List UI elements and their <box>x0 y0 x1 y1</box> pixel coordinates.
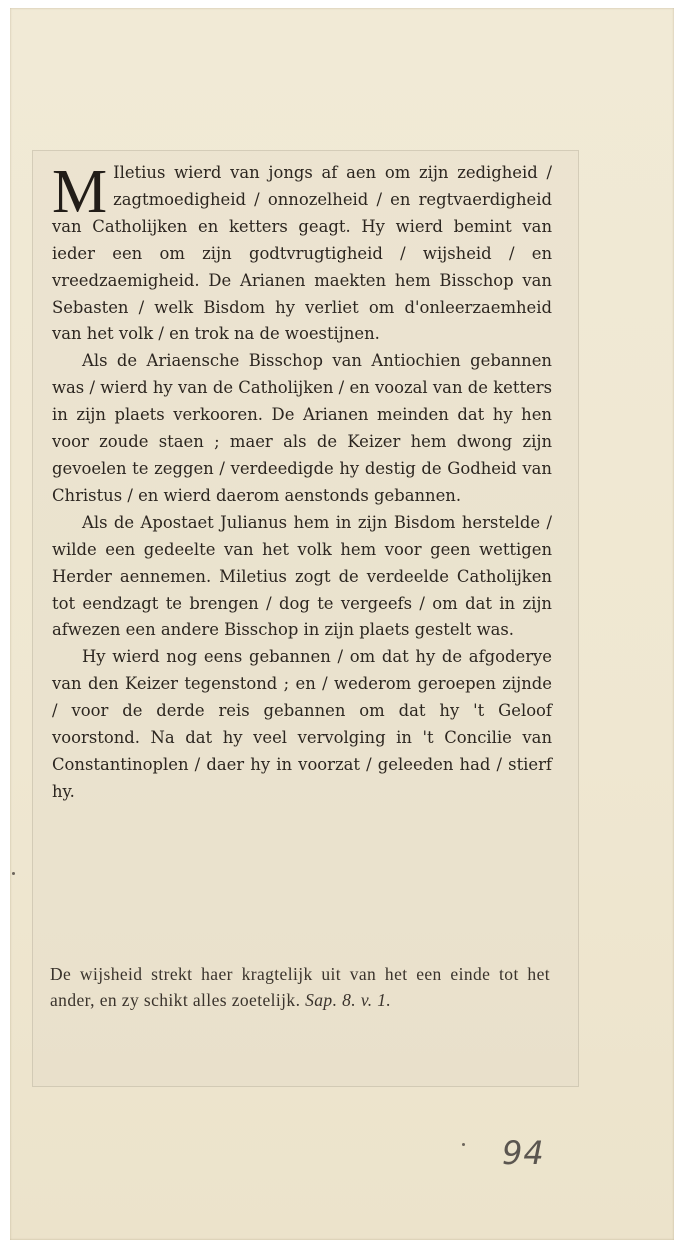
ink-speck <box>462 1143 465 1146</box>
motto-reference: Sap. 8. v. 1. <box>305 989 392 1010</box>
motto-text: De wijsheid strekt haer kragtelijk uit van het een einde tot het ander, en zy schikt alles zoetelijk. <box>50 964 550 1010</box>
main-text <box>52 160 552 806</box>
folio-number: 94 <box>502 1134 545 1172</box>
paragraph-1 <box>52 160 552 348</box>
ink-speck <box>12 872 15 875</box>
paragraph-3: Als de Apostaet Julianus hem in zijn Bisdom herstelde / wilde een gedeelte van het volk hem voor geen wettigen Herder aennemen. Miletius zogt de verdeelde Catholijken tot eendzagt te brengen / dog te vergeefs / om dat in zijn afwezen een andere Bisschop in zijn plaets gestelt was. <box>52 512 552 640</box>
paragraph-1-text: Iletius wierd van jongs af aen om zijn zedigheid / zagtmoedigheid / onnozelheid / en regtvaerdigheid van Catholijken en ketters geagt. Hy wierd bemint van ieder een om zijn godtvrugtigheid / wijsheid / en vreedzaemigheid. De Arianen maekten hem Bisschop van Sebasten / welk Bisdom hy verliet om d'onleerzaemheid van het volk / en trok na de woestijnen. <box>52 163 552 344</box>
drop-cap: M <box>52 158 108 226</box>
motto <box>50 962 550 1013</box>
paragraph-2: Als de Ariaensche Bisschop van Antiochien gebannen was / wierd hy van de Catholijken / en voozal van de ketters in zijn plaets verkooren. De Arianen meinden dat hy hen voor zoude staen ; maer als de Keizer hem dwong zijn gevoelen te zeggen / verdeedigde hy destig de Godheid van Christus / en wierd daerom aenstonds gebannen. <box>52 351 552 505</box>
paragraph-4: Hy wierd nog eens gebannen / om dat hy de afgoderye van den Keizer tegenstond ; en / wederom geroepen zijnde / voor de derde reis gebannen om dat hy 't Geloof voorstond. Na dat hy veel vervolging in 't Concilie van Constantinoplen / daer hy in voorzat / geleeden had / stierf hy. <box>52 647 552 801</box>
